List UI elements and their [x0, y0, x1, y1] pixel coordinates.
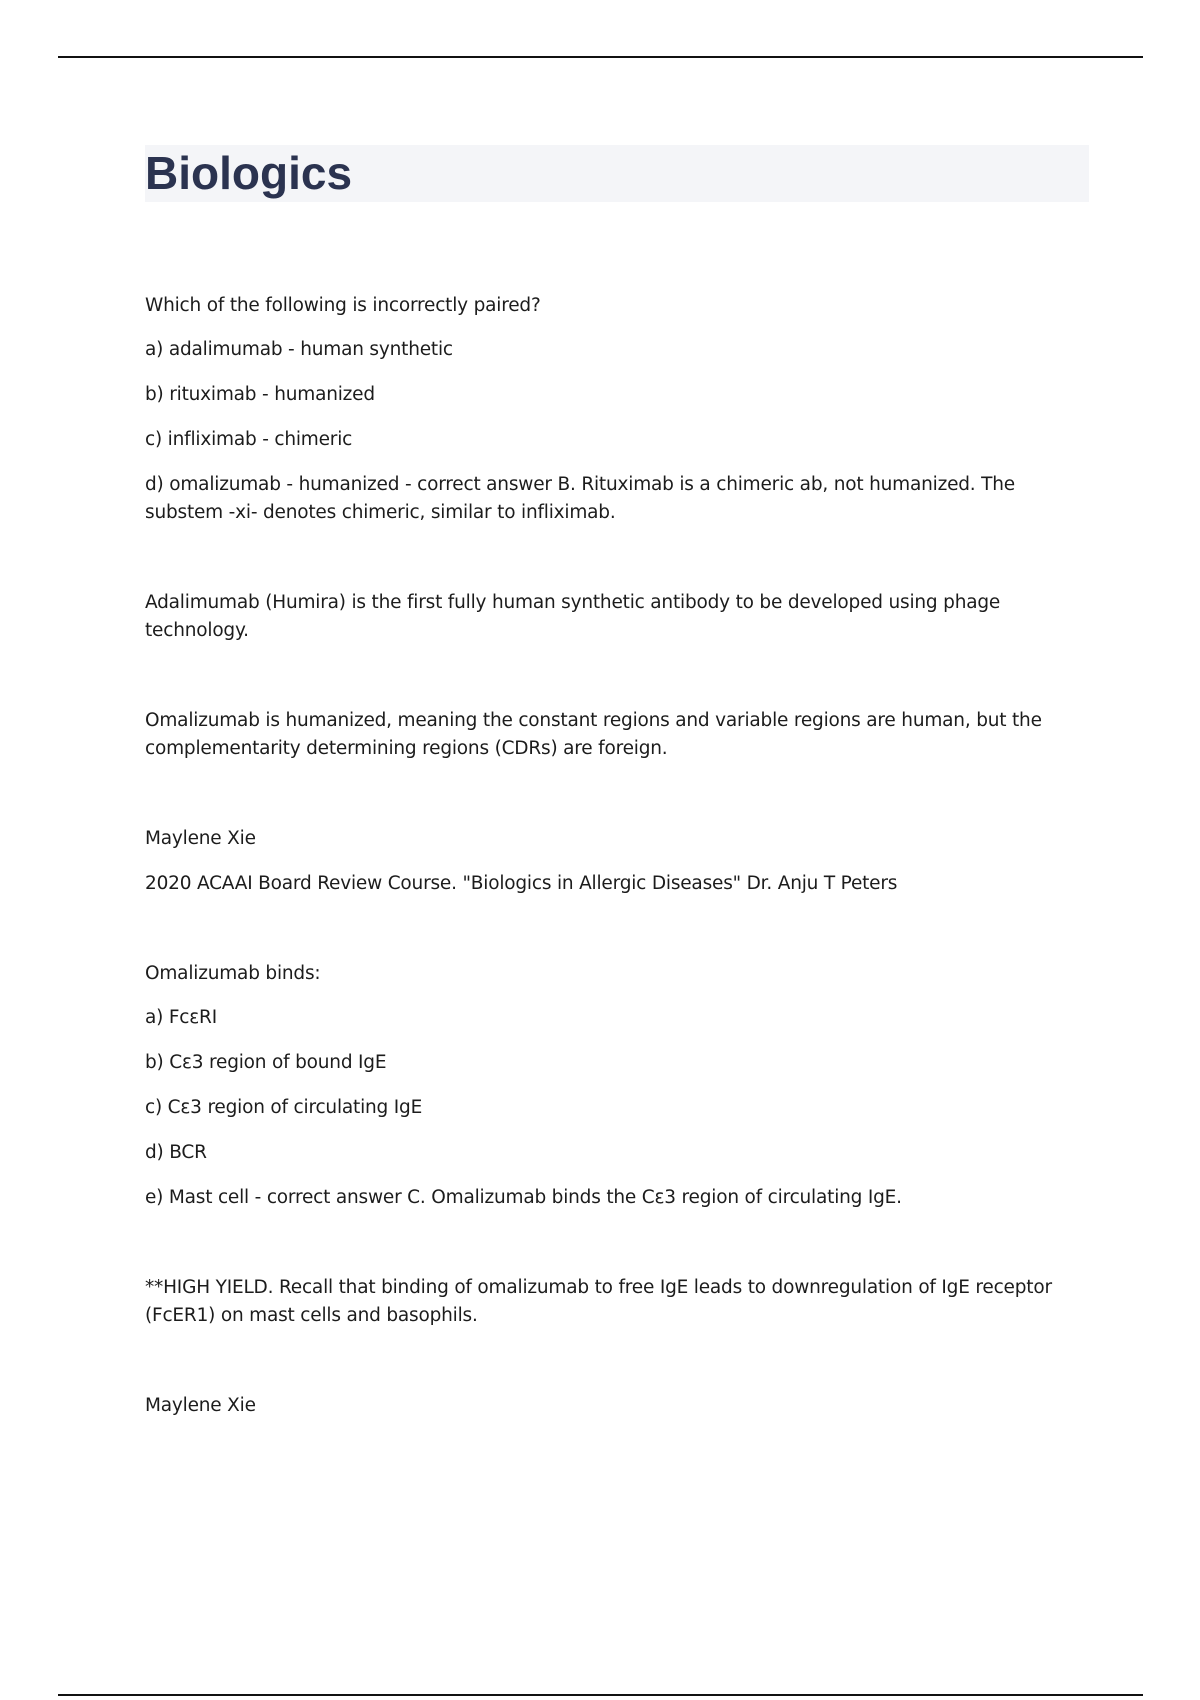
- explanation-note: Adalimumab (Humira) is the first fully human synthetic antibody to be developed using phage technology.: [145, 592, 1001, 641]
- flashcard-1: [145, 292, 1090, 898]
- explanation-note: Omalizumab is humanized, meaning the constant regions and variable regions are human, but the complementarity determining regions (CDRs) are foreign.: [145, 710, 1042, 759]
- document-body: [145, 292, 1090, 1420]
- answer-option-a: a) FcεRI: [145, 1007, 217, 1028]
- flashcard-2: [145, 960, 1090, 1420]
- author-name: Maylene Xie: [145, 828, 256, 849]
- answer-option-c: c) infliximab - chimeric: [145, 429, 353, 450]
- top-rule: [58, 56, 1143, 58]
- page-title: Biologics: [145, 147, 353, 199]
- question-text: Omalizumab binds:: [145, 963, 321, 984]
- answer-option-d: d) omalizumab - humanized - correct answer B. Rituximab is a chimeric ab, not humanized. The substem -xi- denotes chimeric, similar to infliximab.: [145, 474, 1015, 523]
- source-citation: 2020 ACAAI Board Review Course. "Biologics in Allergic Diseases" Dr. Anju T Peters: [145, 873, 898, 894]
- answer-option-c: c) Cε3 region of circulating IgE: [145, 1097, 423, 1118]
- answer-option-a: a) adalimumab - human synthetic: [145, 339, 453, 360]
- answer-option-b: b) rituximab - humanized: [145, 384, 375, 405]
- question-text: Which of the following is incorrectly paired?: [145, 295, 541, 316]
- answer-option-e: e) Mast cell - correct answer C. Omalizumab binds the Cε3 region of circulating IgE.: [145, 1187, 902, 1208]
- answer-option-b: b) Cε3 region of bound IgE: [145, 1052, 387, 1073]
- bottom-rule: [58, 1694, 1143, 1696]
- explanation-note: **HIGH YIELD. Recall that binding of omalizumab to free IgE leads to downregulation of IgE receptor (FcER1) on mast cells and basophils.: [145, 1277, 1052, 1326]
- answer-option-d: d) BCR: [145, 1142, 207, 1163]
- author-name: Maylene Xie: [145, 1395, 256, 1416]
